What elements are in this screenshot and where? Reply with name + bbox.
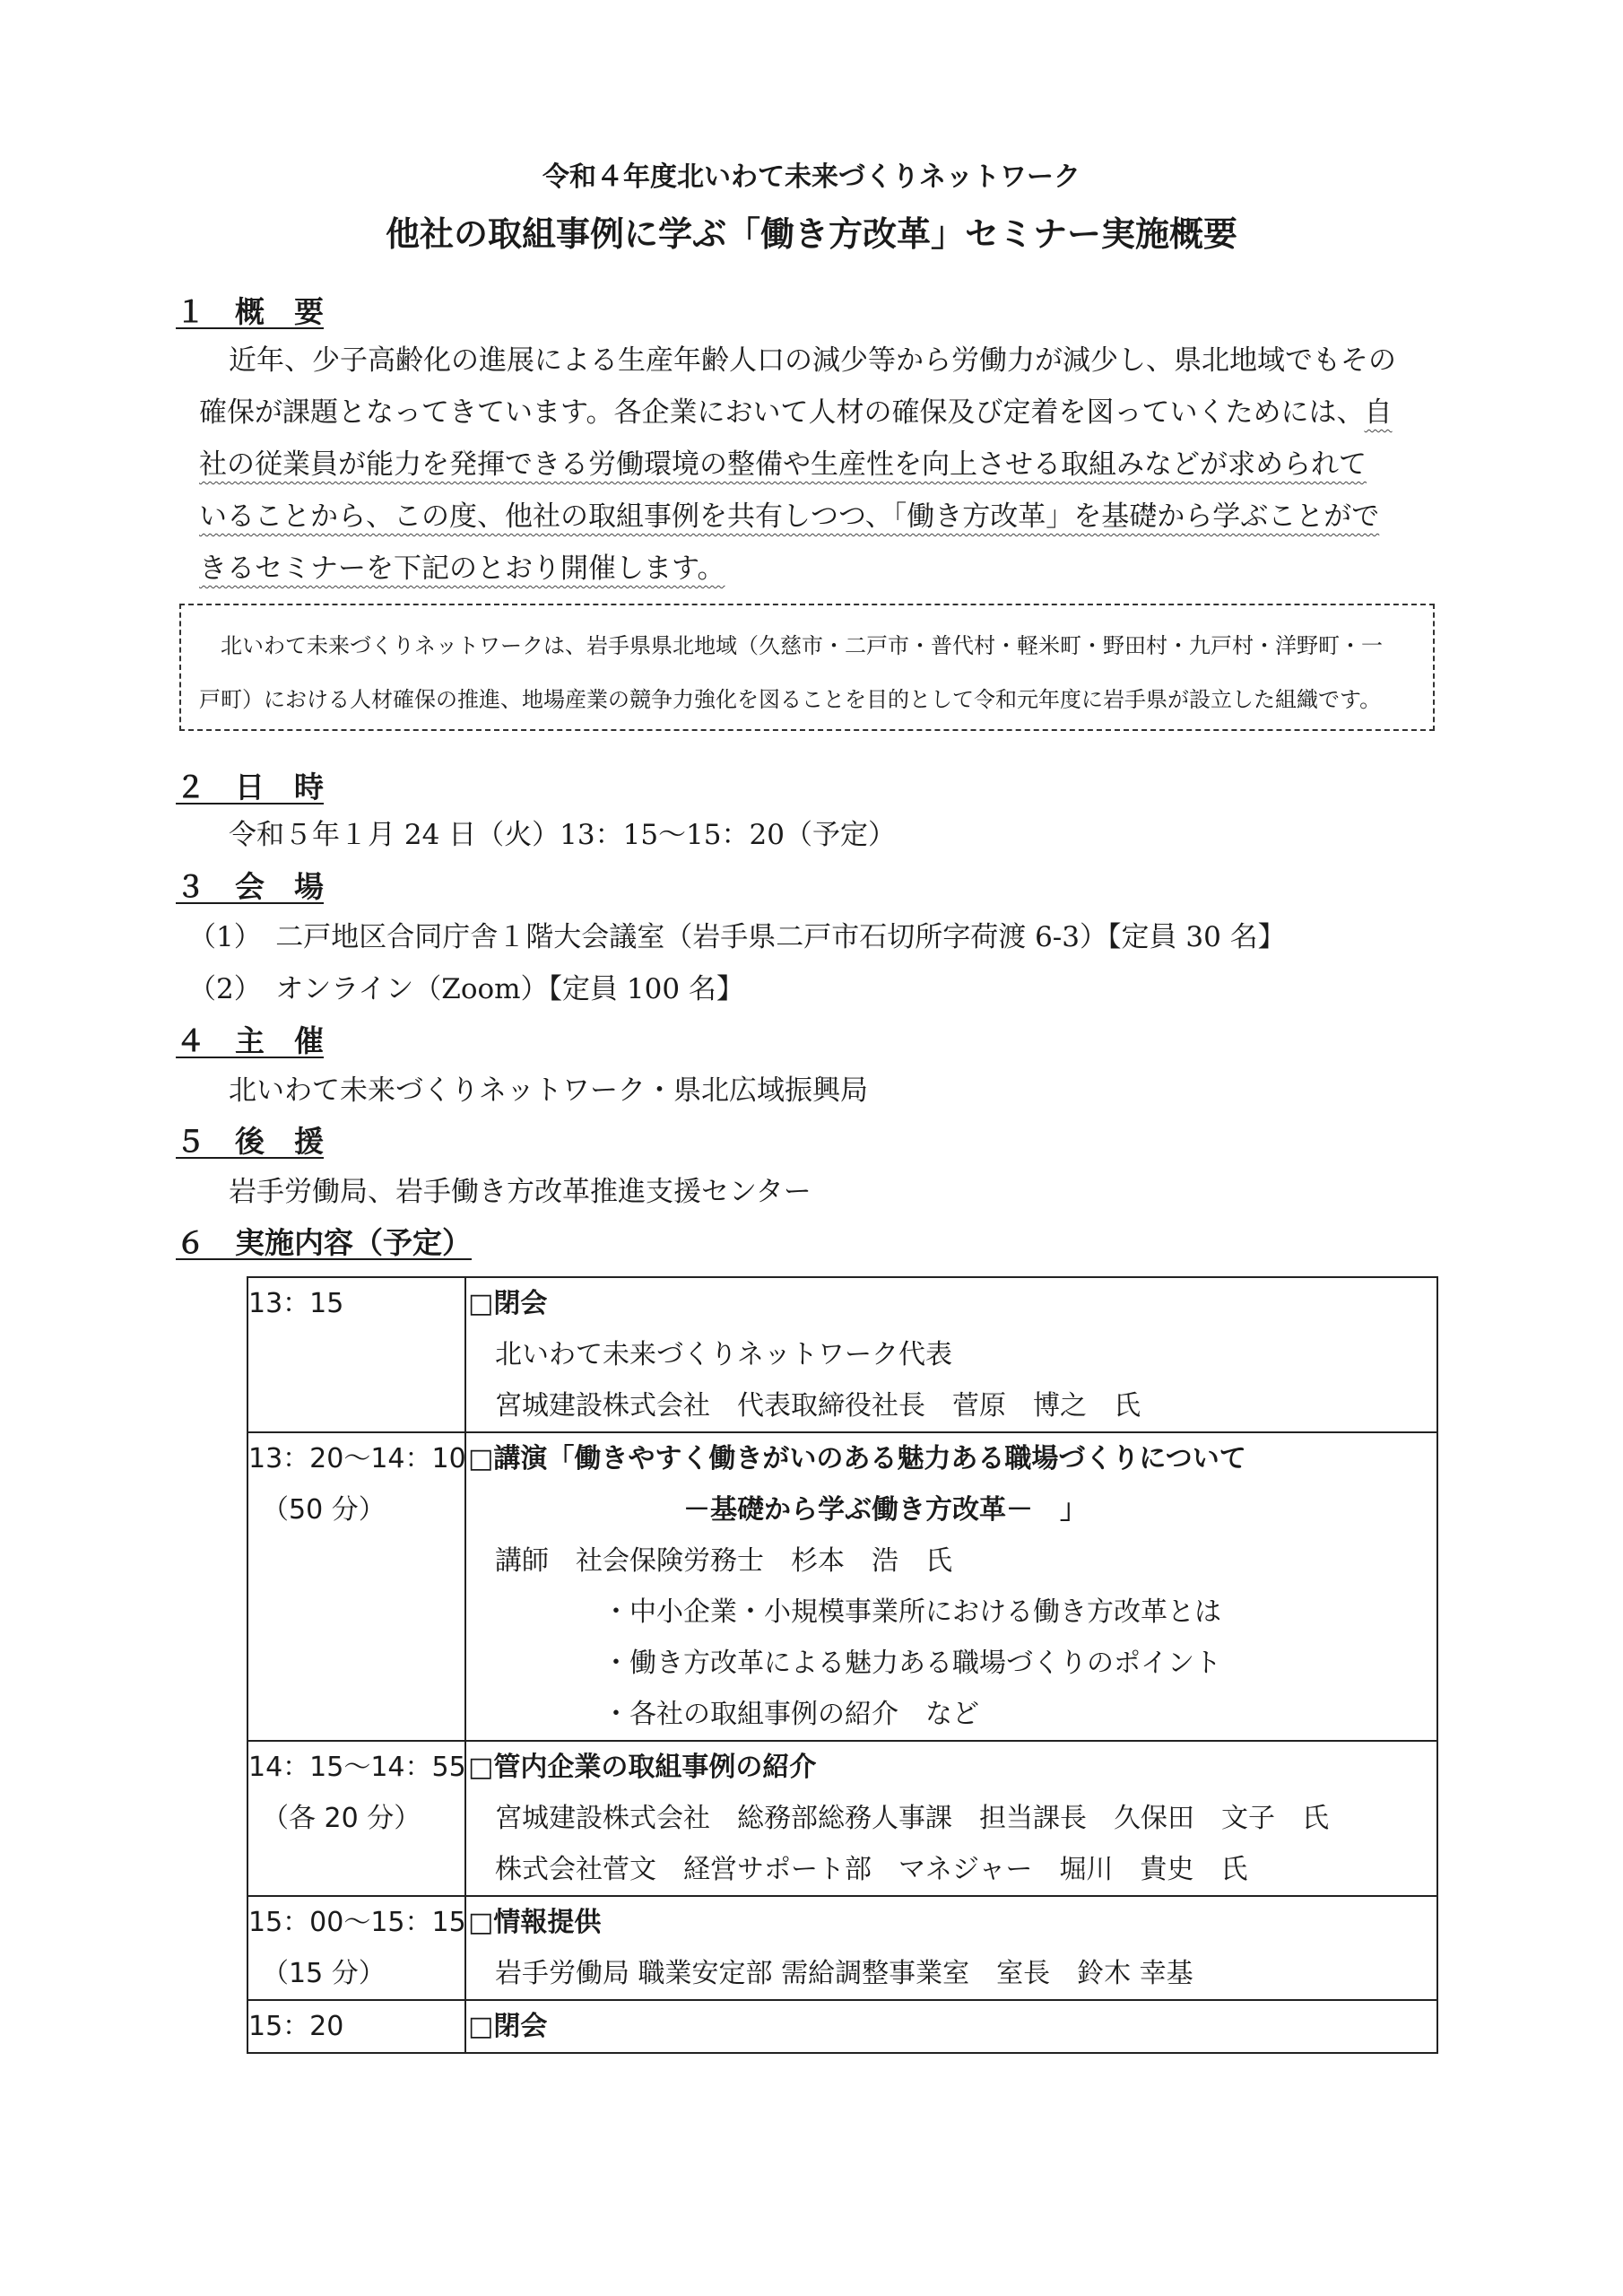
overview-line-1: 近年、少子高齢化の進展による生産年齢人口の減少等から労働力が減少し、県北地域でもその xyxy=(229,344,1396,377)
overview-line-4-underlined: いることから、この度、他社の取組事例を共有しつつ、「働き方改革」を基礎から学ぶことがで xyxy=(199,500,1380,533)
network-note-line-2: 戸町）における人材確保の推進、地場産業の競争力強化を図ることを目的として令和元年度に岩手県が設立した組織です。 xyxy=(199,687,1382,712)
program-item-detail: 株式会社菅文 経営サポート部 マネジャー 堀川 貴史 氏 xyxy=(495,1854,1248,1885)
program-item-detail: 宮城建設株式会社 代表取締役社長 菅原 博之 氏 xyxy=(495,1390,1141,1422)
program-content-cell xyxy=(465,1741,1437,1896)
venue-item-2: （2） オンライン（Zoom）【定員 100 名】 xyxy=(188,973,744,1005)
section-5-heading: ５ 後 援 xyxy=(176,1124,324,1159)
program-time: 15：00～15：15 xyxy=(248,1907,466,1938)
section-4-heading: ４ 主 催 xyxy=(176,1023,324,1058)
program-time: 13：20～14：10 xyxy=(248,1443,466,1474)
program-content-cell xyxy=(465,1277,1437,1432)
program-item-detail: 宮城建設株式会社 総務部総務人事課 担当課長 久保田 文子 氏 xyxy=(495,1803,1329,1834)
network-note-line-1: 北いわて未来づくりネットワークは、岩手県県北地域（久慈市・二戸市・普代村・軽米町・野田村・九戸村・洋野町・一 xyxy=(221,633,1383,658)
overview-line-2 xyxy=(199,389,1393,430)
program-time: 14：15～14：55 xyxy=(248,1752,466,1783)
program-row xyxy=(247,1432,1437,1741)
program-item-detail: 講師 社会保険労務士 杉本 浩 氏 xyxy=(495,1545,952,1577)
overview-line-3: 社の従業員が能力を発揮できる労働環境の整備や生産性を向上させる取組みなどが求められて xyxy=(199,448,1367,481)
program-content-cell xyxy=(465,1432,1437,1741)
section-6-heading: ６ 実施内容（予定） xyxy=(176,1225,472,1260)
program-time-cell xyxy=(247,1432,465,1741)
program-item-heading: □情報提供 xyxy=(468,1907,602,1938)
program-item-detail: ・働き方改革による魅力ある職場づくりのポイント xyxy=(603,1648,1221,1679)
section-1-heading: １ 概 要 xyxy=(176,294,324,329)
program-time-cell xyxy=(247,2000,465,2053)
document-subtitle: 令和４年度北いわて未来づくりネットワーク xyxy=(542,161,1081,193)
program-item-detail: ・中小企業・小規模事業所における働き方改革とは xyxy=(603,1596,1221,1628)
program-content-cell xyxy=(465,1896,1437,2000)
program-row xyxy=(247,1741,1437,1896)
overview-line-4 xyxy=(199,493,1379,534)
program-duration: （50 分） xyxy=(248,1494,386,1526)
program-item-heading: □閉会 xyxy=(468,1288,548,1319)
program-item-heading: －基礎から学ぶ働き方改革－ 」 xyxy=(683,1494,1087,1526)
program-item-heading: □閉会 xyxy=(468,2011,548,2042)
date-text: 令和５年１月 24 日（火）13：15～15：20（予定） xyxy=(229,819,896,851)
program-item-detail: 北いわて未来づくりネットワーク代表 xyxy=(495,1339,952,1370)
program-row xyxy=(247,1277,1437,1432)
section-3-heading: ３ 会 場 xyxy=(176,869,324,904)
program-item-detail: 岩手労働局 職業安定部 需給調整事業室 室長 鈴木 幸基 xyxy=(495,1958,1193,1989)
program-time-cell xyxy=(247,1896,465,2000)
program-item-heading: □管内企業の取組事例の紹介 xyxy=(468,1752,817,1783)
program-duration: （15 分） xyxy=(248,1958,386,1989)
program-item-heading: □講演「働きやすく働きがいのある魅力ある職場づくりについて xyxy=(468,1443,1246,1474)
program-table xyxy=(247,1276,1438,2054)
overview-line-5 xyxy=(199,545,725,586)
program-time: 13：15 xyxy=(248,1288,344,1319)
program-duration: （各 20 分） xyxy=(248,1803,421,1834)
program-time: 15：20 xyxy=(248,2011,344,2042)
program-content-cell xyxy=(465,2000,1437,2053)
document-title: 他社の取組事例に学ぶ「働き方改革」セミナー実施概要 xyxy=(385,214,1237,254)
section-2-heading: ２ 日 時 xyxy=(176,770,324,804)
venue-item-1: （1） 二戸地区合同庁舎１階大会議室（岩手県二戸市石切所字荷渡 6-3）【定員 30 名】 xyxy=(188,921,1286,953)
program-item-detail: ・各社の取組事例の紹介 など xyxy=(603,1699,979,1730)
overview-line-5-underlined: きるセミナーを下記のとおり開催します。 xyxy=(199,552,725,585)
program-row xyxy=(247,2000,1437,2053)
organizer-text: 北いわて未来づくりネットワーク・県北広域振興局 xyxy=(229,1074,868,1107)
program-time-cell xyxy=(247,1277,465,1432)
program-time-cell xyxy=(247,1741,465,1896)
program-table-body xyxy=(247,1277,1437,2053)
program-row xyxy=(247,1896,1437,2000)
overview-line-2-text: 確保が課題となってきています。各企業において人材の確保及び定着を図っていくためには、 xyxy=(199,396,1365,429)
overview-line-2-underlined: 自 xyxy=(1364,396,1393,429)
supporter-text: 岩手労働局、岩手働き方改革推進支援センター xyxy=(229,1176,812,1208)
